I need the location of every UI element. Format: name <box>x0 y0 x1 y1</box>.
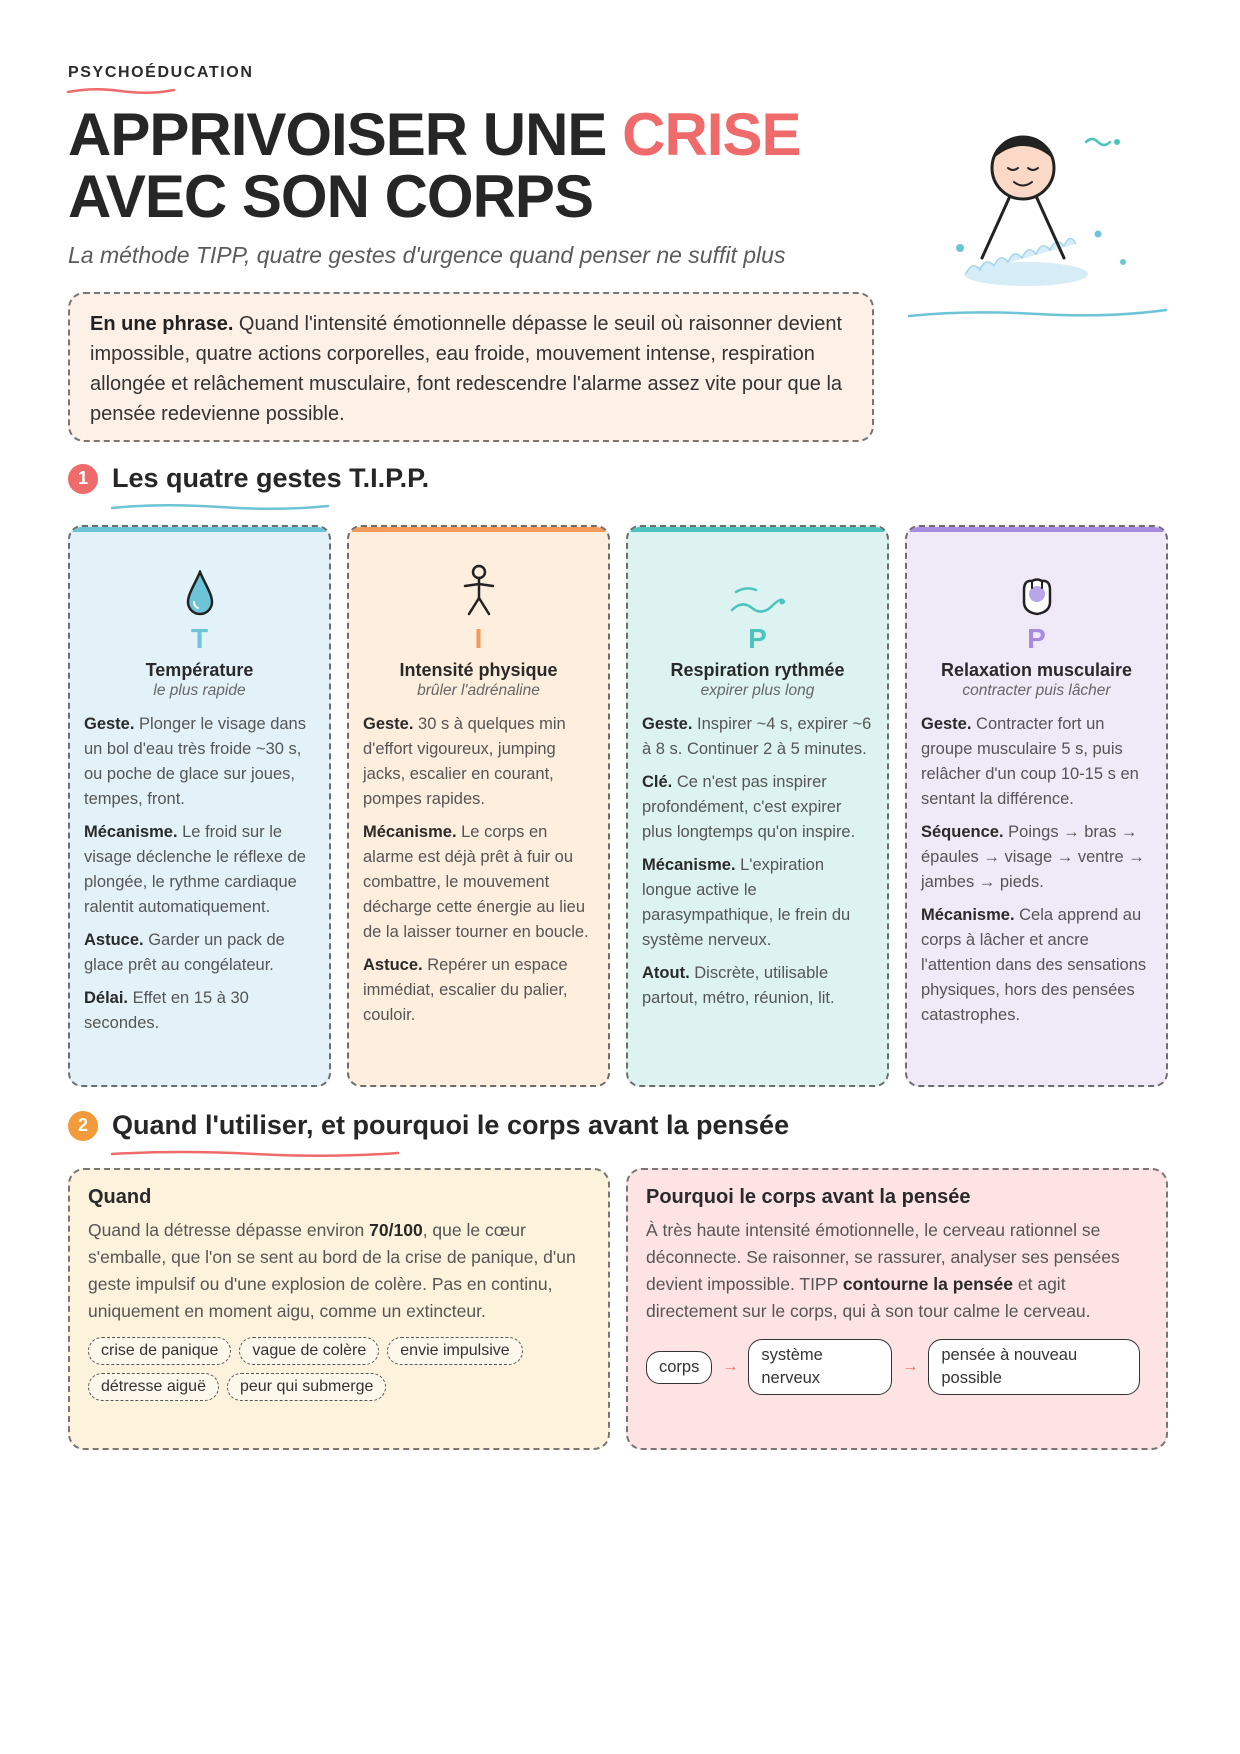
card-subtitle: le plus rapide <box>153 682 246 699</box>
block-label: Mécanisme. <box>642 856 736 874</box>
why-title: Pourquoi le corps avant la pensée <box>646 1186 971 1208</box>
card-block <box>84 820 315 920</box>
block-text: Effet en 15 à 30 secondes. <box>84 989 249 1032</box>
flow-node-systeme: système nerveux <box>748 1339 892 1395</box>
flow-node-corps: corps <box>646 1351 712 1384</box>
chip: détresse aiguë <box>88 1373 219 1401</box>
title-line2: AVEC SON CORPS <box>68 163 593 230</box>
section-1-title: Les quatre gestes T.I.P.P. <box>112 463 430 493</box>
card-block <box>921 712 1152 812</box>
card-title: Température <box>145 660 254 680</box>
section-2-underline <box>110 1149 400 1159</box>
flow-node-pensee: pensée à nouveau possible <box>928 1339 1140 1395</box>
text-part: , que le cœur s'emballe, que l'on se sent au bord de la crise de panique, d'un geste impulsif ou d'une explosion de colère. Pas en continu, uniquement en moment aigu, comme un extincteur. <box>88 1220 576 1321</box>
section-2-header <box>68 1110 789 1141</box>
summary-text: Quand l'intensité émotionnelle dépasse le seuil où raisonner devient impossible, quatre actions corporelles, eau froide, mouvement intense, respiration allongée et relâchement musculaire, font redescendre l'alarme assez vite pour que la pensée redevienne possible. <box>90 313 843 425</box>
tipp-cards <box>68 525 1168 1087</box>
block-text: Le corps en alarme est déjà prêt à fuir ou combattre, le mouvement décharge cette énergie au lieu de la laisser tourner en boucle. <box>363 823 589 941</box>
card-title: Respiration rythmée <box>670 660 845 680</box>
arrow-right-icon: → <box>902 1358 919 1375</box>
block-label: Délai. <box>84 989 129 1007</box>
card-subtitle: expirer plus long <box>700 682 815 699</box>
text-bold: 70/100 <box>369 1220 423 1240</box>
card-block <box>363 712 594 812</box>
block-text: Discrète, utilisable partout, métro, réunion, lit. <box>642 964 835 1007</box>
block-text: Plonger le visage dans un bol d'eau très froide ~30 s, ou poche de glace sur joues, tempes, front. <box>84 715 306 808</box>
jumping-person-icon <box>459 564 499 618</box>
section-1-underline <box>110 502 330 512</box>
card-block <box>84 928 315 978</box>
card-icon-wrap <box>642 527 873 622</box>
card-accent-bar <box>907 527 1166 532</box>
clenched-fist-icon <box>1017 576 1057 618</box>
card-icon-wrap <box>921 527 1152 622</box>
chip: envie impulsive <box>387 1337 522 1365</box>
card-temperature <box>68 525 331 1087</box>
title-accent: CRISE <box>622 101 801 168</box>
card-intensite <box>347 525 610 1087</box>
card-block <box>84 986 315 1036</box>
block-label: Geste. <box>642 715 693 733</box>
section-2-number: 2 <box>68 1111 98 1141</box>
water-drop-icon <box>185 570 215 618</box>
kicker: PSYCHOÉDUCATION <box>68 64 254 81</box>
title-part: APPRIVOISER UNE <box>68 101 623 168</box>
card-block <box>642 853 873 953</box>
card-icon-wrap <box>363 527 594 622</box>
text-part: Quand la détresse dépasse environ <box>88 1220 370 1240</box>
subtitle: La méthode TIPP, quatre gestes d'urgence quand penser ne suffit plus <box>68 242 786 268</box>
card-accent-bar <box>349 527 608 532</box>
section-1-header <box>68 463 429 494</box>
block-label: Astuce. <box>363 956 423 974</box>
block-label: Clé. <box>642 773 673 791</box>
block-text: Garder un pack de glace prêt au congélateur. <box>84 931 285 974</box>
card-icon-wrap <box>84 527 315 622</box>
text-bold: contourne la pensée <box>842 1274 1014 1294</box>
text-part: À très haute intensité émotionnelle, le cerveau rationnel se déconnecte. Se raisonner, se rassurer, analyser ses pensées devient impossible. TIPP <box>646 1220 1120 1294</box>
kicker-underline <box>66 86 176 96</box>
card-accent-bar <box>70 527 329 532</box>
card-block <box>921 903 1152 1028</box>
why-box <box>626 1168 1168 1450</box>
summary-box <box>68 292 874 442</box>
card-letter: T <box>190 623 209 654</box>
block-label: Atout. <box>642 964 690 982</box>
card-block <box>642 712 873 762</box>
card-respiration <box>626 525 889 1087</box>
block-text: Contracter fort un groupe musculaire 5 s, puis relâcher d'un coup 10-15 s en sentant la différence. <box>921 715 1139 808</box>
block-label: Geste. <box>921 715 972 733</box>
card-title: Relaxation musculaire <box>940 660 1133 680</box>
when-box <box>68 1168 610 1450</box>
meditating-person-icon <box>908 118 1168 328</box>
card-block <box>363 820 594 945</box>
page-title <box>68 101 801 230</box>
card-relaxation <box>905 525 1168 1087</box>
block-text: Le froid sur le visage déclenche le réflexe de plongée, le rythme cardiaque ralentit automatiquement. <box>84 823 306 916</box>
chip-list <box>88 1337 590 1401</box>
card-block <box>84 712 315 812</box>
block-text: Cela apprend au corps à lâcher et ancre l'attention dans des sensations physiques, hors des pensées catastrophes. <box>921 906 1147 1024</box>
block-label: Mécanisme. <box>921 906 1015 924</box>
block-label: Mécanisme. <box>84 823 178 841</box>
card-subtitle: contracter puis lâcher <box>962 682 1111 699</box>
block-text: 30 s à quelques min d'effort vigoureux, jumping jacks, escalier en courant, pompes rapides. <box>363 715 566 808</box>
section-2-title: Quand l'utiliser, et pourquoi le corps avant la pensée <box>112 1110 790 1140</box>
block-text: Inspirer ~4 s, expirer ~6 à 8 s. Continuer 2 à 5 minutes. <box>642 715 872 758</box>
block-label: Geste. <box>363 715 414 733</box>
chip: vague de colère <box>239 1337 379 1365</box>
when-title: Quand <box>88 1186 152 1208</box>
block-text: Ce n'est pas inspirer profondément, c'est expirer plus longtemps qu'on inspire. <box>642 773 856 841</box>
why-text <box>646 1217 1148 1325</box>
block-label: Mécanisme. <box>363 823 457 841</box>
summary-label: En une phrase. <box>90 313 234 335</box>
card-letter: P <box>748 623 767 654</box>
card-title: Intensité physique <box>399 660 558 680</box>
card-accent-bar <box>628 527 887 532</box>
flow-diagram <box>646 1339 1148 1395</box>
section-1-number: 1 <box>68 464 98 494</box>
card-letter: P <box>1027 623 1046 654</box>
text-part: et agit directement sur le corps, qui à son tour calme le cerveau. <box>646 1274 1091 1321</box>
card-block <box>642 961 873 1011</box>
chip: peur qui submerge <box>227 1373 386 1401</box>
when-text <box>88 1217 590 1325</box>
card-block <box>921 820 1152 895</box>
card-block <box>363 953 594 1028</box>
block-text: Poings → bras → épaules → visage → ventre → jambes → pieds. <box>921 823 1145 891</box>
chip: crise de panique <box>88 1337 231 1365</box>
card-subtitle: brûler l'adrénaline <box>417 682 540 699</box>
block-label: Astuce. <box>84 931 144 949</box>
block-label: Séquence. <box>921 823 1004 841</box>
block-text: L'expiration longue active le parasympathique, le frein du système nerveux. <box>642 856 851 949</box>
block-label: Geste. <box>84 715 135 733</box>
card-block <box>642 770 873 845</box>
arrow-right-icon: → <box>722 1358 739 1375</box>
card-letter: I <box>474 623 483 654</box>
breath-wave-icon <box>730 584 786 618</box>
block-text: Repérer un espace immédiat, escalier du palier, couloir. <box>363 956 568 1024</box>
